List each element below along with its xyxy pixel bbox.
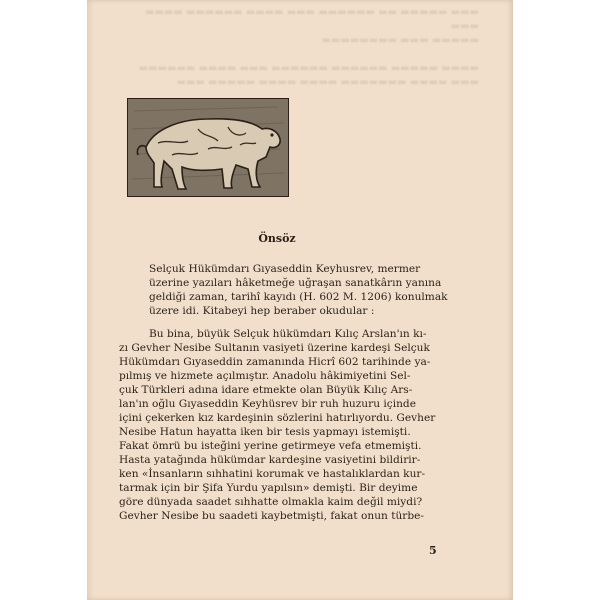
text-line: geldiği zaman, tarihî kayıdı (H. 602 M. 1206) konulmak (149, 291, 448, 303)
text-line: Selçuk Hükümdarı Gıyaseddin Keyhusrev, mermer (149, 263, 421, 275)
text-line: Nesibe Hatun hayatta iken bir tesis yapmayı istemişti. (119, 426, 411, 438)
text-line: çuk Türkleri adına idare etmekte olan Büyük Kılıç Ars- (119, 384, 413, 396)
animal-relief-illustration (127, 98, 289, 197)
text-line: lan'ın oğlu Gıyaseddin Keyhüsrev bir ruh huzuru içinde (119, 398, 416, 410)
animal-relief-drawing (128, 99, 288, 196)
book-page (87, 0, 513, 600)
text-line: ken «İnsanların sıhhatini korumak ve hastalıklardan kur- (119, 468, 426, 480)
text-line: Bu bina, büyük Selçuk hükümdarı Kılıç Arslan'ın kı- (149, 328, 427, 340)
text-line: Hasta yatağında hükümdar kardeşine vasiyetini bildirir- (119, 454, 421, 466)
text-line: pılmış ve hizmete açılmıştır. Anadolu hâkimiyetini Sel- (119, 370, 411, 382)
text-line: tarmak için bir Şifa Yurdu yapılsın» demişti. Bir deyime (119, 482, 418, 494)
page-number: 5 (429, 544, 437, 557)
text-line: göre dünyada saadet sıhhatte olmakla kaim değil miydi? (119, 496, 423, 508)
show-through-text: ▬▬▬ ▬▬▬▬▬ ▬▬ ▬▬▬▬▬▬ ▬▬▬ ▬▬▬▬ ▬▬▬▬▬▬ ▬▬▬▬ ▬▬▬ ▬▬▬▬▬ ▬▬▬ ▬▬▬▬▬▬▬▬ ▬▬▬▬ ▬▬▬▬▬ ▬▬▬▬▬▬ ▬▬▬▬▬▬ ▬▬▬ ▬▬▬▬ ▬▬▬▬▬▬ ▬▬▬ ▬▬▬▬ ▬▬▬▬▬▬▬ ▬▬▬▬ ▬▬▬▬ ▬▬▬▬▬ ▬▬▬ (138, 7, 479, 88)
paragraph-2 (119, 327, 479, 523)
text-line: üzerine yazıları hâketmeğe uğraşan sanatkârın yanına (149, 277, 442, 289)
text-line: Gevher Nesibe bu saadeti kaybetmişti, fakat onun türbe- (119, 510, 424, 522)
text-line: Hükümdarı Gıyaseddin zamanında Hicrî 602 tarihinde ya- (119, 356, 431, 368)
text-line: içini çekerken kız kardeşinin sözlerini hatırlıyordu. Gevher (119, 412, 436, 424)
text-line: zı Gevher Nesibe Sultanın vasiyeti üzerine kardeşi Selçuk (119, 342, 430, 354)
text-line: Fakat ömrü bu isteğini yerine getirmeye vefa etmemişti. (119, 440, 422, 452)
preface-heading: Önsöz (258, 232, 296, 245)
paragraph-1 (149, 262, 479, 318)
text-line: üzere idi. Kitabeyi hep beraber okudular : (149, 305, 375, 317)
